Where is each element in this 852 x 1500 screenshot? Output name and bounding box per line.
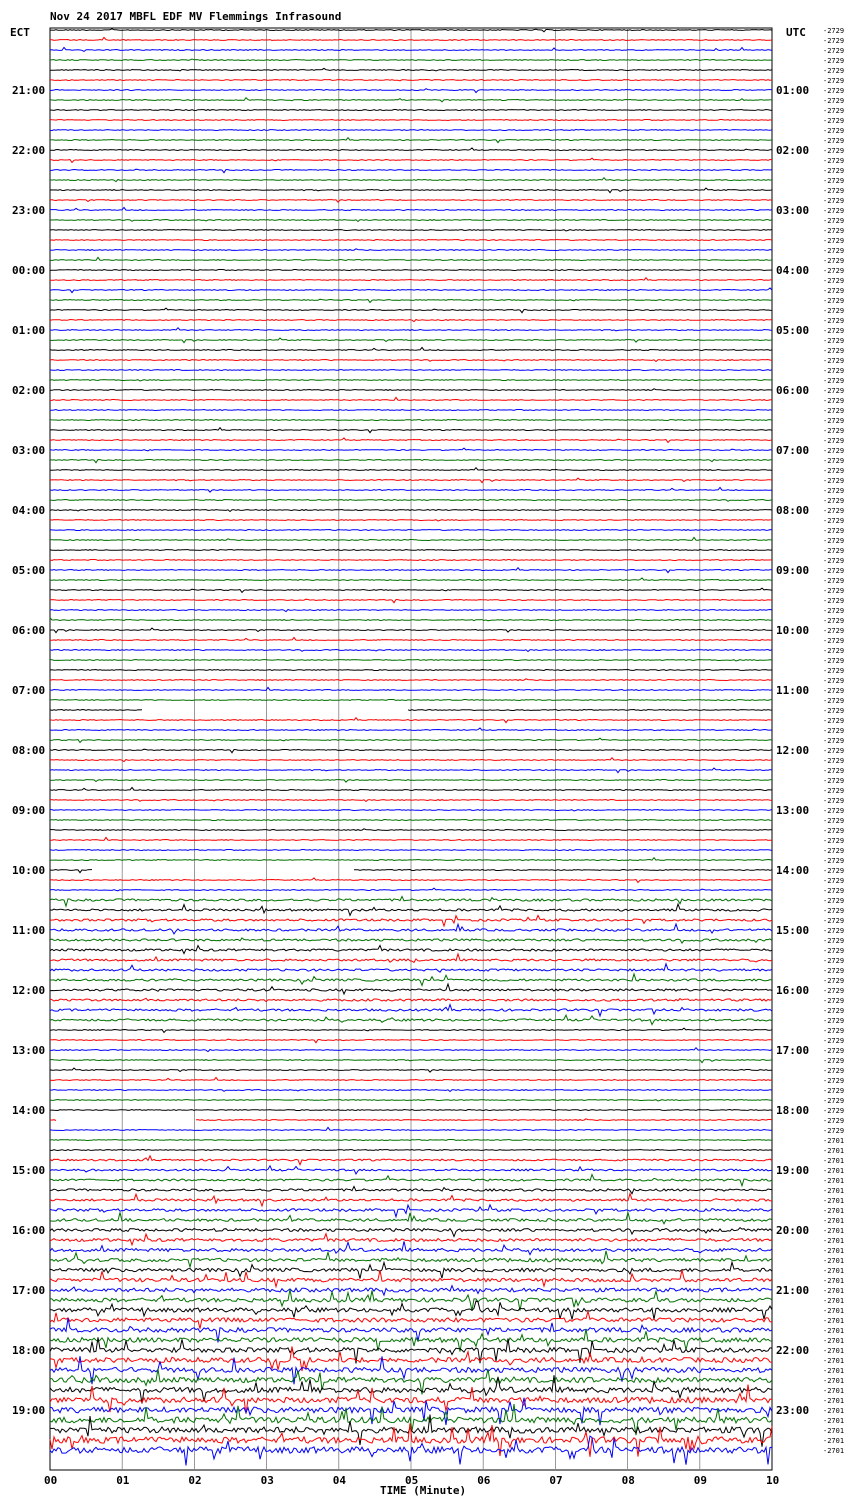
left-hour-label: 04:00 xyxy=(12,504,46,517)
trace-value-label: -2729 xyxy=(823,947,845,955)
right-hour-label: 10:00 xyxy=(776,624,810,637)
trace-value-label: -2729 xyxy=(823,87,845,95)
trace-value-label: -2729 xyxy=(823,307,845,315)
trace-line xyxy=(50,240,772,241)
left-hour-labels xyxy=(12,84,45,1417)
trace-value-label: -2729 xyxy=(823,377,845,385)
trace-value-label: -2701 xyxy=(823,1217,845,1225)
left-hour-label: 13:00 xyxy=(12,1044,46,1057)
left-hour-label: 14:00 xyxy=(12,1104,46,1117)
trace-value-label: -2729 xyxy=(823,237,845,245)
trace-value-label: -2729 xyxy=(823,1027,845,1035)
x-tick-label: 02 xyxy=(188,1474,202,1487)
trace-value-label: -2729 xyxy=(823,77,845,85)
right-hour-labels xyxy=(776,84,809,1417)
trace-value-label: -2729 xyxy=(823,357,845,365)
trace-value-label: -2729 xyxy=(823,207,845,215)
left-hour-label: 05:00 xyxy=(12,564,46,577)
right-hour-label: 21:00 xyxy=(776,1284,810,1297)
trace-value-label: -2701 xyxy=(823,1407,845,1415)
trace-value-label: -2701 xyxy=(823,1387,845,1395)
trace-value-label: -2729 xyxy=(823,897,845,905)
trace-value-label: -2729 xyxy=(823,577,845,585)
trace-value-label: -2729 xyxy=(823,967,845,975)
trace-value-label: -2729 xyxy=(823,247,845,255)
minute-gridlines xyxy=(122,28,700,1470)
trace-value-label: -2729 xyxy=(823,467,845,475)
trace-value-label: -2729 xyxy=(823,817,845,825)
trace-value-label: -2729 xyxy=(823,47,845,55)
trace-value-label: -2701 xyxy=(823,1437,845,1445)
trace-value-label: -2701 xyxy=(823,1377,845,1385)
trace-value-label: -2729 xyxy=(823,437,845,445)
trace-line xyxy=(50,559,772,560)
left-hour-label: 08:00 xyxy=(12,744,46,757)
trace-value-label: -2729 xyxy=(823,147,845,155)
trace-value-label: -2729 xyxy=(823,847,845,855)
right-hour-label: 11:00 xyxy=(776,684,810,697)
trace-value-label: -2729 xyxy=(823,1007,845,1015)
left-hour-label: 03:00 xyxy=(12,444,46,457)
right-hour-label: 14:00 xyxy=(776,864,810,877)
left-hour-label: 07:00 xyxy=(12,684,46,697)
trace-value-label: -2729 xyxy=(823,567,845,575)
trace-value-label: -2701 xyxy=(823,1267,845,1275)
trace-value-label: -2729 xyxy=(823,797,845,805)
trace-value-label: -2729 xyxy=(823,767,845,775)
x-tick-label: 08 xyxy=(621,1474,635,1487)
trace-value-label: -2729 xyxy=(823,1047,845,1055)
trace-value-label: -2729 xyxy=(823,587,845,595)
trace-value-label: -2729 xyxy=(823,427,845,435)
trace-value-label: -2729 xyxy=(823,757,845,765)
left-hour-label: 09:00 xyxy=(12,804,46,817)
right-hour-label: 04:00 xyxy=(776,264,810,277)
trace-line xyxy=(50,370,772,371)
trace-value-label: -2729 xyxy=(823,277,845,285)
trace-value-label: -2729 xyxy=(823,347,845,355)
trace-value-label: -2729 xyxy=(823,127,845,135)
trace-value-label: -2729 xyxy=(823,267,845,275)
trace-value-label: -2729 xyxy=(823,827,845,835)
trace-value-label: -2729 xyxy=(823,657,845,665)
trace-value-label: -2729 xyxy=(823,337,845,345)
trace-value-label: -2701 xyxy=(823,1207,845,1215)
left-hour-label: 21:00 xyxy=(12,84,46,97)
trace-value-label: -2729 xyxy=(823,27,845,35)
trace-value-label: -2729 xyxy=(823,227,845,235)
right-hour-label: 16:00 xyxy=(776,984,810,997)
trace-value-label: -2701 xyxy=(823,1257,845,1265)
trace-value-label: -2701 xyxy=(823,1287,845,1295)
left-hour-label: 16:00 xyxy=(12,1224,46,1237)
trace-value-label: -2701 xyxy=(823,1177,845,1185)
left-hour-label: 02:00 xyxy=(12,384,46,397)
trace-line xyxy=(50,270,772,271)
trace-value-label: -2729 xyxy=(823,937,845,945)
trace-line xyxy=(50,550,772,551)
trace-value-label: -2729 xyxy=(823,387,845,395)
trace-value-label: -2729 xyxy=(823,327,845,335)
left-hour-label: 18:00 xyxy=(12,1344,46,1357)
right-hour-label: 03:00 xyxy=(776,204,810,217)
trace-value-label: -2701 xyxy=(823,1367,845,1375)
x-tick-label: 09 xyxy=(693,1474,708,1487)
trace-value-label: -2729 xyxy=(823,867,845,875)
x-tick-label: 07 xyxy=(549,1474,563,1487)
left-hour-label: 00:00 xyxy=(12,264,46,277)
trace-value-label: -2729 xyxy=(823,707,845,715)
x-tick-label: 06 xyxy=(477,1474,491,1487)
trace-value-label: -2701 xyxy=(823,1237,845,1245)
trace-value-label: -2701 xyxy=(823,1277,845,1285)
trace-line xyxy=(50,110,772,111)
left-hour-label: 19:00 xyxy=(12,1404,46,1417)
trace-value-label: -2729 xyxy=(823,717,845,725)
right-hour-label: 08:00 xyxy=(776,504,810,517)
trace-value-label: -2729 xyxy=(823,407,845,415)
trace-value-label: -2729 xyxy=(823,177,845,185)
trace-value-label: -2729 xyxy=(823,727,845,735)
trace-value-label: -2701 xyxy=(823,1157,845,1165)
trace-line xyxy=(50,700,772,701)
trace-value-label: -2729 xyxy=(823,647,845,655)
trace-value-label: -2729 xyxy=(823,507,845,515)
trace-value-label: -2729 xyxy=(823,617,845,625)
x-tick-label: 05 xyxy=(405,1474,419,1487)
chart-title: Nov 24 2017 MBFL EDF MV Flemmings Infrasound xyxy=(50,10,342,23)
right-hour-label: 06:00 xyxy=(776,384,810,397)
trace-value-label: -2729 xyxy=(823,417,845,425)
trace-value-label: -2729 xyxy=(823,687,845,695)
trace-value-label: -2701 xyxy=(823,1347,845,1355)
trace-value-label: -2729 xyxy=(823,997,845,1005)
trace-line xyxy=(50,709,772,710)
x-tick-label: 01 xyxy=(116,1474,130,1487)
trace-line xyxy=(50,410,772,411)
trace-value-label: -2729 xyxy=(823,1037,845,1045)
trace-value-label: -2729 xyxy=(823,217,845,225)
trace-line xyxy=(50,850,772,851)
left-hour-label: 06:00 xyxy=(12,624,46,637)
trace-value-label: -2701 xyxy=(823,1227,845,1235)
right-hour-label: 15:00 xyxy=(776,924,810,937)
trace-value-label: -2729 xyxy=(823,977,845,985)
trace-value-label: -2729 xyxy=(823,747,845,755)
trace-value-label: -2729 xyxy=(823,497,845,505)
right-hour-label: 07:00 xyxy=(776,444,810,457)
left-hour-label: 11:00 xyxy=(12,924,46,937)
right-hour-label: 02:00 xyxy=(776,144,810,157)
trace-value-label: -2729 xyxy=(823,637,845,645)
trace-value-label: -2729 xyxy=(823,917,845,925)
trace-value-label: -2729 xyxy=(823,667,845,675)
trace-value-label: -2729 xyxy=(823,807,845,815)
left-hour-label: 22:00 xyxy=(12,144,46,157)
trace-value-label: -2701 xyxy=(823,1317,845,1325)
trace-value-label: -2701 xyxy=(823,1307,845,1315)
trace-value-label: -2729 xyxy=(823,1097,845,1105)
trace-value-label: -2701 xyxy=(823,1167,845,1175)
trace-value-label: -2729 xyxy=(823,67,845,75)
trace-value-label: -2729 xyxy=(823,457,845,465)
right-hour-label: 01:00 xyxy=(776,84,810,97)
trace-value-label: -2729 xyxy=(823,1017,845,1025)
trace-line xyxy=(50,419,772,420)
trace-value-label: -2701 xyxy=(823,1427,845,1435)
trace-value-label: -2729 xyxy=(823,107,845,115)
trace-value-label: -2729 xyxy=(823,927,845,935)
left-hour-label: 15:00 xyxy=(12,1164,46,1177)
trace-value-label: -2729 xyxy=(823,1127,845,1135)
trace-value-label: -2729 xyxy=(823,887,845,895)
trace-value-label: -2729 xyxy=(823,447,845,455)
right-hour-label: 17:00 xyxy=(776,1044,810,1057)
trace-value-label: -2729 xyxy=(823,257,845,265)
trace-line xyxy=(50,1140,772,1141)
trace-value-label: -2729 xyxy=(823,97,845,105)
x-axis-label: TIME (Minute) xyxy=(380,1484,467,1497)
right-hour-label: 05:00 xyxy=(776,324,810,337)
trace-value-label: -2729 xyxy=(823,1077,845,1085)
x-tick-label: 04 xyxy=(332,1474,347,1487)
right-hour-label: 19:00 xyxy=(776,1164,810,1177)
trace-value-label: -2729 xyxy=(823,957,845,965)
trace-value-label: -2729 xyxy=(823,287,845,295)
trace-value-label: -2729 xyxy=(823,1107,845,1115)
left-hour-label: 10:00 xyxy=(12,864,46,877)
left-hour-label: 23:00 xyxy=(12,204,46,217)
trace-value-label: -2729 xyxy=(823,397,845,405)
trace-value-label: -2701 xyxy=(823,1327,845,1335)
trace-value-label: -2701 xyxy=(823,1147,845,1155)
trace-value-label: -2701 xyxy=(823,1447,845,1455)
right-hour-label: 20:00 xyxy=(776,1224,810,1237)
trace-value-label: -2701 xyxy=(823,1357,845,1365)
trace-value-label: -2729 xyxy=(823,487,845,495)
trace-value-label: -2729 xyxy=(823,57,845,65)
trace-value-label: -2729 xyxy=(823,1087,845,1095)
trace-value-label: -2729 xyxy=(823,607,845,615)
trace-value-label: -2729 xyxy=(823,547,845,555)
trace-value-label: -2701 xyxy=(823,1417,845,1425)
left-hour-label: 01:00 xyxy=(12,324,46,337)
left-hour-label: 12:00 xyxy=(12,984,46,997)
trace-value-label: -2729 xyxy=(823,527,845,535)
trace-value-label: -2701 xyxy=(823,1137,845,1145)
trace-line xyxy=(50,820,772,821)
right-hour-label: 23:00 xyxy=(776,1404,810,1417)
trace-value-label: -2729 xyxy=(823,367,845,375)
trace-value-label: -2729 xyxy=(823,777,845,785)
trace-value-label: -2729 xyxy=(823,137,845,145)
trace-value-label: -2729 xyxy=(823,557,845,565)
left-hour-label: 17:00 xyxy=(12,1284,46,1297)
trace-value-label: -2729 xyxy=(823,597,845,605)
trace-value-label: -2729 xyxy=(823,197,845,205)
trace-value-label: -2729 xyxy=(823,37,845,45)
trace-value-label: -2729 xyxy=(823,1117,845,1125)
trace-value-label: -2729 xyxy=(823,737,845,745)
trace-value-label: -2729 xyxy=(823,877,845,885)
right-hour-label: 22:00 xyxy=(776,1344,810,1357)
trace-value-label: -2729 xyxy=(823,697,845,705)
trace-value-label: -2729 xyxy=(823,1067,845,1075)
trace-value-label: -2701 xyxy=(823,1247,845,1255)
right-hour-label: 09:00 xyxy=(776,564,810,577)
trace-value-label: -2729 xyxy=(823,297,845,305)
trace-value-label: -2729 xyxy=(823,1057,845,1065)
trace-value-label: -2729 xyxy=(823,987,845,995)
trace-line xyxy=(50,129,772,130)
trace-value-label: -2729 xyxy=(823,787,845,795)
right-hour-label: 18:00 xyxy=(776,1104,810,1117)
trace-value-label: -2729 xyxy=(823,537,845,545)
right-hour-label: 13:00 xyxy=(776,804,810,817)
trace-value-label: -2701 xyxy=(823,1397,845,1405)
trace-value-label: -2729 xyxy=(823,907,845,915)
trace-value-label: -2729 xyxy=(823,157,845,165)
trace-value-label: -2701 xyxy=(823,1297,845,1305)
trace-value-label: -2729 xyxy=(823,677,845,685)
trace-value-label: -2729 xyxy=(823,517,845,525)
trace-value-label: -2701 xyxy=(823,1187,845,1195)
right-hour-label: 12:00 xyxy=(776,744,810,757)
trace-value-label: -2729 xyxy=(823,167,845,175)
trace-value-label: -2729 xyxy=(823,477,845,485)
trace-line xyxy=(50,1110,772,1111)
trace-value-label: -2729 xyxy=(823,857,845,865)
trace-value-label: -2729 xyxy=(823,117,845,125)
trace-value-labels xyxy=(823,27,844,1455)
trace-value-label: -2729 xyxy=(823,837,845,845)
trace-value-label: -2701 xyxy=(823,1197,845,1205)
trace-value-label: -2729 xyxy=(823,317,845,325)
trace-value-label: -2729 xyxy=(823,627,845,635)
trace-value-label: -2729 xyxy=(823,187,845,195)
x-tick-label: 00 xyxy=(44,1474,58,1487)
x-tick-label: 10 xyxy=(766,1474,780,1487)
trace-value-label: -2701 xyxy=(823,1337,845,1345)
left-axis-header: ECT xyxy=(10,26,30,39)
right-axis-header: UTC xyxy=(786,26,806,39)
x-tick-label: 03 xyxy=(260,1474,274,1487)
